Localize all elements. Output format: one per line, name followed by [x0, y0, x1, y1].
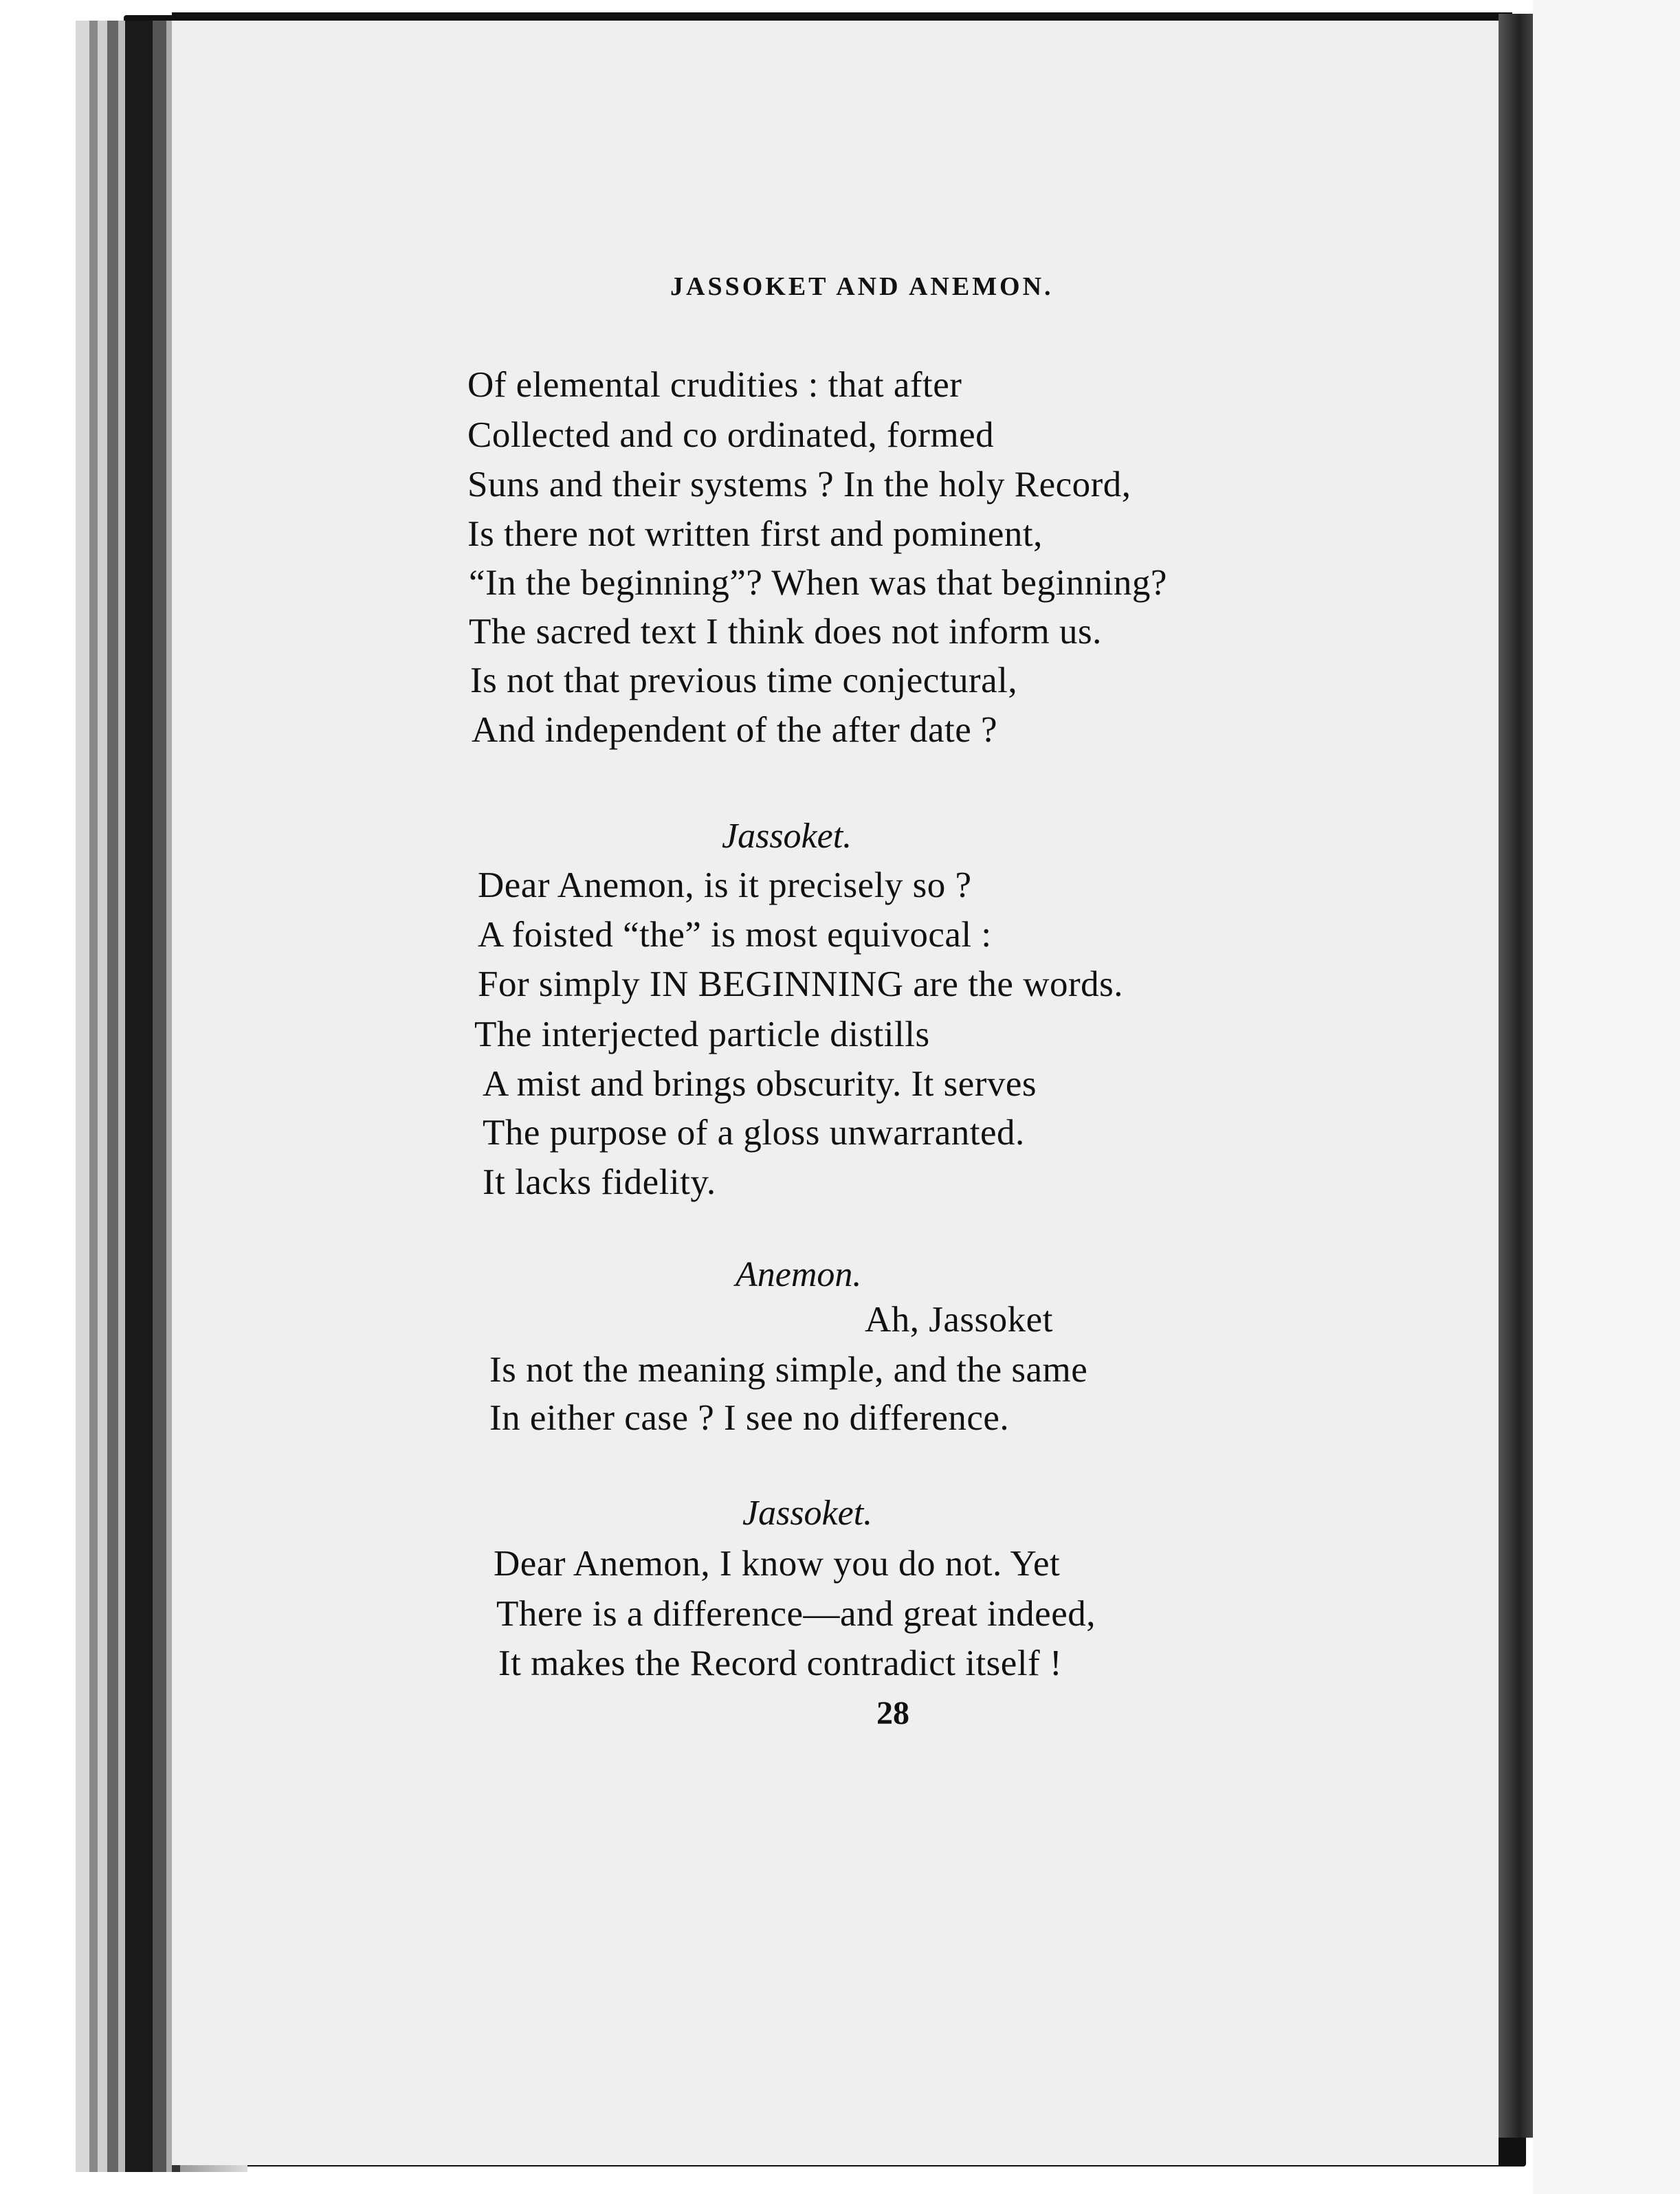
verse-line: The interjected particle distills: [474, 1015, 930, 1054]
verse-line: The purpose of a gloss unwarranted.: [483, 1113, 1025, 1153]
verse-line: It makes the Record contradict itself !: [498, 1643, 1063, 1683]
verse-line: For simply IN BEGINNING are the words.: [478, 964, 1123, 1004]
gutter-shadow: [1499, 14, 1533, 2138]
facing-page-edge: [1533, 0, 1680, 2194]
verse-line: “In the beginning”? When was that beginning?: [469, 563, 1167, 603]
verse-line: Is not the meaning simple, and the same: [489, 1350, 1088, 1390]
verse-line: A mist and brings obscurity. It serves: [483, 1064, 1037, 1104]
verse-line: In either case ? I see no difference.: [489, 1398, 1010, 1438]
verse-line: The sacred text I think does not inform us.: [469, 612, 1102, 652]
verse-line: It lacks fidelity.: [483, 1162, 716, 1202]
verse-line: Dear Anemon, is it precisely so ?: [478, 865, 972, 905]
verse-line: And independent of the after date ?: [472, 710, 998, 750]
top-page-edge: [172, 12, 1512, 19]
speaker-name: Jassoket.: [742, 1494, 873, 1533]
page-number: 28: [876, 1695, 909, 1731]
verse-line: There is a difference—and great indeed,: [496, 1594, 1096, 1634]
speaker-name: Jassoket.: [722, 817, 852, 856]
verse-line: Ah, Jassoket: [865, 1300, 1053, 1340]
verse-line: Of elemental crudities : that after: [467, 365, 962, 405]
running-header: JASSOKET AND ANEMON.: [670, 272, 1054, 301]
speaker-name: Anemon.: [736, 1255, 862, 1294]
verse-line: Is there not written first and pominent,: [467, 514, 1043, 554]
verse-line: Is not that previous time conjectural,: [470, 661, 1018, 700]
verse-line: Dear Anemon, I know you do not. Yet: [494, 1544, 1061, 1584]
verse-line: A foisted “the” is most equivocal :: [478, 915, 992, 955]
verse-line: Collected and co ordinated, formed: [467, 415, 995, 455]
verse-line: Suns and their systems ? In the holy Record,: [467, 465, 1131, 505]
